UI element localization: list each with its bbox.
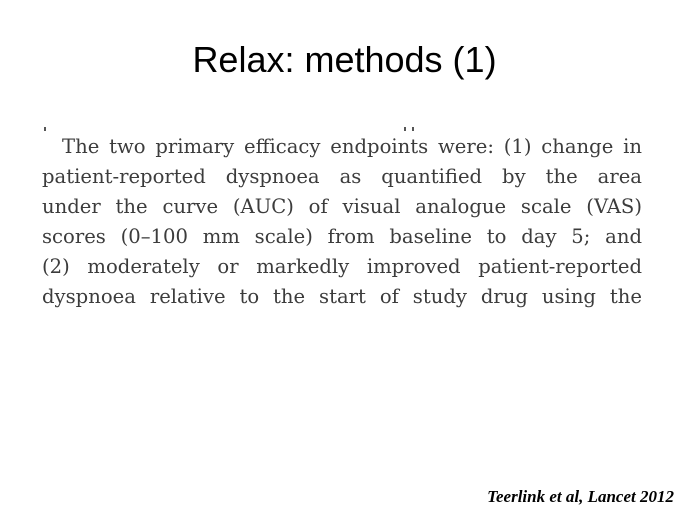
paper-excerpt-image — [42, 132, 642, 312]
crop-mark — [404, 127, 406, 131]
slide-title: Relax: methods (1) — [192, 39, 497, 80]
citation: Teerlink et al, Lancet 2012 — [487, 487, 674, 506]
excerpt-line: scores (0–100 mm scale) from baseline to day 5; and — [42, 225, 642, 248]
crop-mark — [44, 127, 46, 131]
excerpt-line: (2) moderately or markedly improved patient-reported — [42, 255, 642, 278]
excerpt-line: dyspnoea relative to the start of study drug using the — [42, 285, 642, 308]
crop-mark — [412, 127, 414, 131]
excerpt-line: under the curve (AUC) of visual analogue scale (VAS) — [42, 195, 642, 218]
excerpt-line: The two primary efficacy endpoints were: (1) change in — [62, 135, 642, 158]
excerpt-line: patient-reported dyspnoea as quantified by the area — [42, 165, 642, 188]
